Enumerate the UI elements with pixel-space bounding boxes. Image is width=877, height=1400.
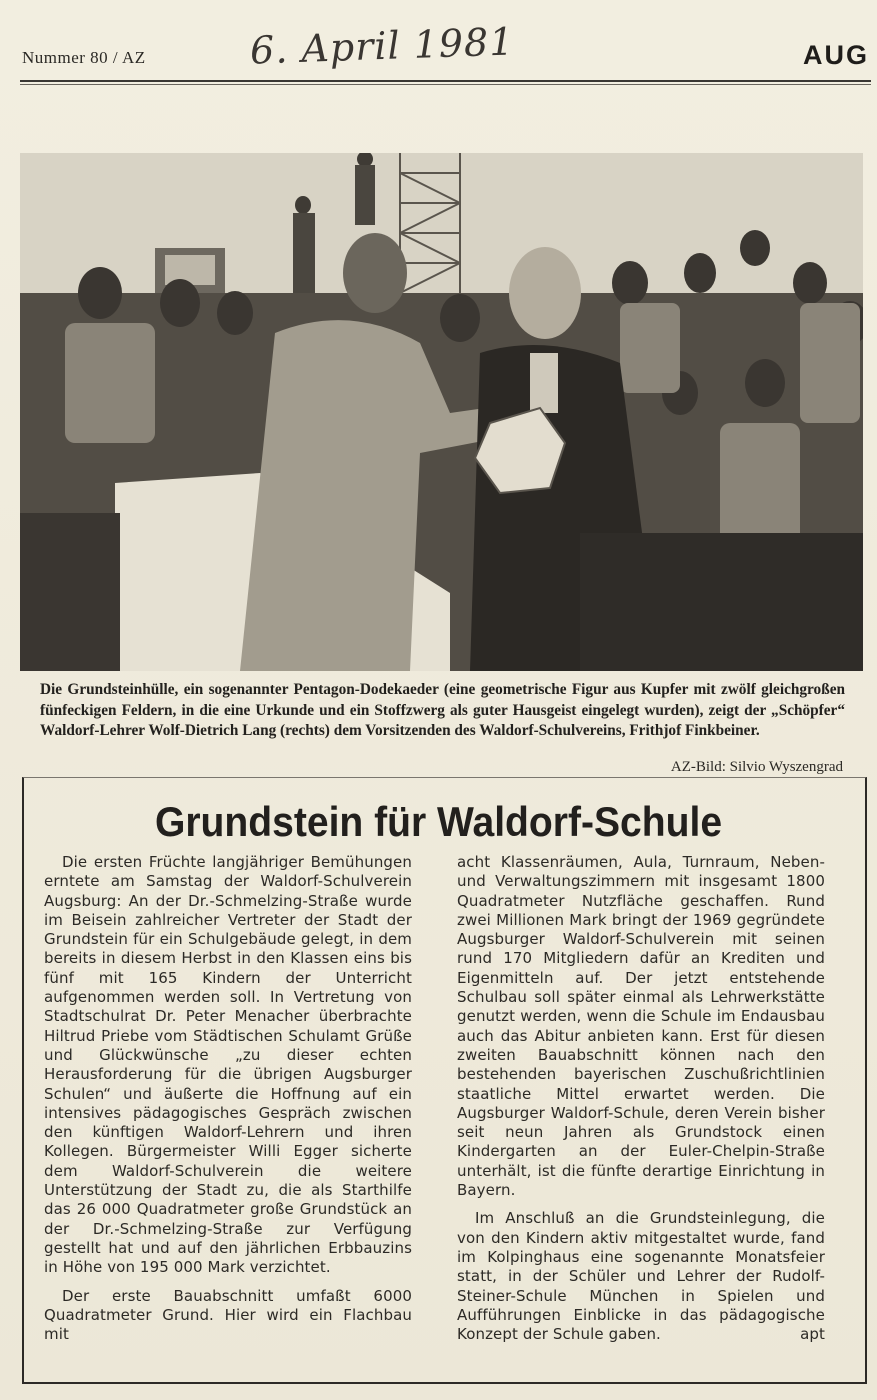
masthead-rule-thin [20,84,871,85]
photo-credit: AZ-Bild: Silvio Wyszengrad [670,759,843,775]
paragraph-1: Die ersten Früchte langjähriger Bemühungen erntete am Samstag der Waldorf-Schulverein Augsburg: An der Dr.-Schmelzing-Straße wurde im Beisein zahlreicher Vertreter der Stadt der Grundstein für ein Schulgebäude gelegt, in dem bereits in diesem Herbst in den Klassen eins bis fünf mit 165 Kindern der Unterricht aufgenommen werden soll. In Vertretung von Stadtschulrat Dr. Peter Menacher überbrachte Hiltrud Priebe vom Städtischen Schulamt Grüße und Glückwünsche „zu dieser echten Herausforderung für die übrigen Augsburger Schulen“ und äußerte die Hoffnung auf ein intensives pädagogisches Gespräch zwischen den künftigen Waldorf-Lehrern und ihren Kollegen. Bürgermeister Willi Egger sicherte dem Waldorf-Schulverein die weitere Unterstützung der Stadt zu, die als Starthilfe das 26 000 Quadratmeter große Grundstück an der Dr.-Schmelzing-Straße zur Verfügung gestellt hat und auf den jährlichen Erbbauzins in Höhe von 195 000 Mark verzichtet. [44,853,412,1277]
paragraph-2: Der erste Bauabschnitt umfaßt 6000 Quadratmeter Grund. Hier wird ein Flachbau mit [44,1286,412,1344]
issue-number: Nummer 80 / AZ [22,48,146,67]
author-signoff: apt [800,1325,825,1344]
article-column-left [44,853,412,1344]
paragraph-3-text: Im Anschluß an die Grundsteinlegung, die von den Kindern aktiv mitgestaltet wurde, fand im Kolpinghaus eine sogenannte Monatsfeier statt, in der Schüler und Lehrer der Rudolf-Steiner-Schule München in Spielen und Aufführungen Einblicke in das pädagogische Konzept der Schule gaben. [457,1209,825,1344]
article-headline: Grundstein für Waldorf-Schule [154,798,723,845]
photo-caption: Die Grundsteinhülle, ein sogenannter Pentagon-Dodekaeder (eine geometrische Figur aus Kupfer mit zwölf gleichgroßen fünfeckigen Feldern, in die eine Urkunde und ein Stoffzwerg als guter Hausgeist eingelegt wurden), zeigt der „Schöpfer“ Waldorf-Lehrer Wolf-Dietrich Lang (rechts) dem Vorsitzenden des Waldorf-Schulvereins, Frithjof Finkbeiner. [40,681,845,739]
paragraph-2-continued: acht Klassenräumen, Aula, Turnraum, Neben- und Verwaltungszimmern mit insgesamt 1800 Quadratmeter Nutzfläche geschaffen. Rund zwei Millionen Mark bringt der 1969 gegründete Augsburger Waldorf-Schulverein mit seinen rund 170 Mitgliedern dafür an Krediten und Eigenmitteln auf. Der jetzt entstehende Schulbau soll später einmal als Lehrwerkstätte genutzt werden, wenn die Schule im Endausbau auch das Abitur anbieten kann. Erst für diesen zweiten Bauabschnitt können nach den bestehenden bayerischen Zuschußrichtlinien staatliche Mittel erwartet werden. Die Augsburger Waldorf-Schule, deren Verein bisher seit neun Jahren als Grundstock einen Kindergarten an der Euler-Chelpin-Straße unterhält, ist die fünfte derartige Einrichtung in Bayern. [457,853,825,1200]
section-label: AUG [803,40,869,70]
masthead-rule [20,80,871,82]
handwritten-date: 6. April 1981 [249,19,516,73]
paragraph-3 [457,1209,825,1344]
article-column-right [457,853,825,1344]
photo-illustration [20,153,863,671]
news-photo [20,153,863,671]
